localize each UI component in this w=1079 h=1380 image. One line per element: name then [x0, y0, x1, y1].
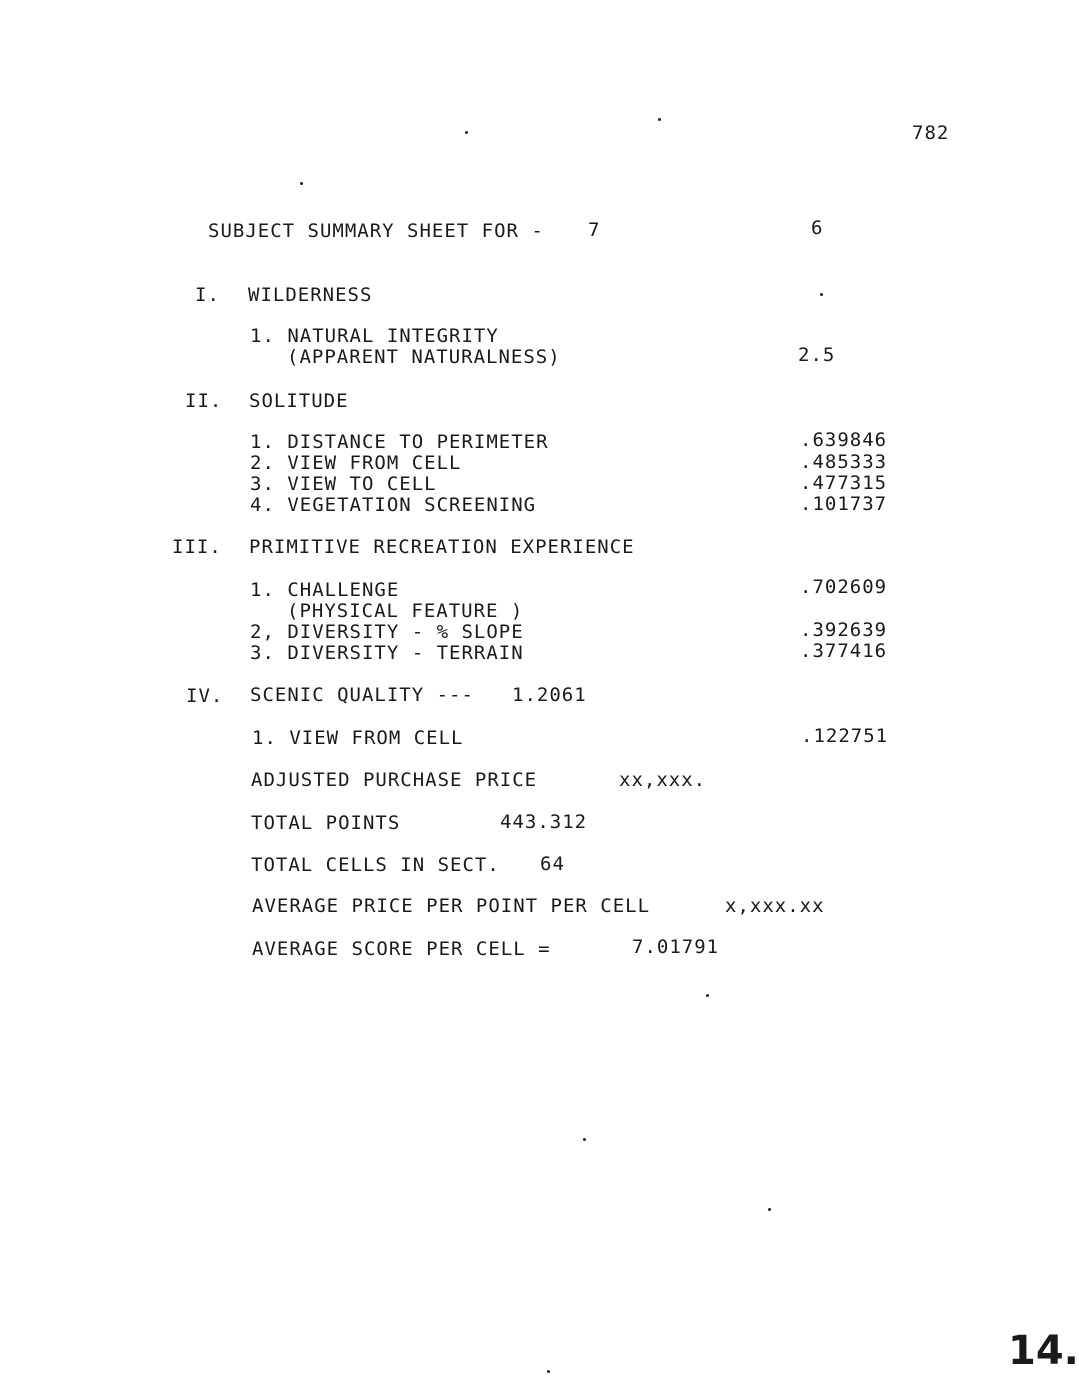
item-value: .377416: [800, 640, 888, 662]
scan-speck: [465, 131, 468, 134]
section-numeral-wilderness: I.: [195, 284, 220, 306]
avg-price-value: x,xxx.xx: [725, 895, 825, 917]
avg-score-label: AVERAGE SCORE PER CELL =: [252, 938, 551, 960]
item-label: 3. DIVERSITY - TERRAIN: [250, 642, 524, 664]
total-points-value: 443.312: [500, 811, 588, 833]
total-cells-value: 64: [540, 853, 565, 875]
item-label: 1. CHALLENGE: [250, 579, 400, 601]
section-heading-scenic: SCENIC QUALITY ---: [250, 684, 474, 706]
item-value: .639846: [800, 429, 888, 451]
item-value: .101737: [800, 493, 888, 515]
handwritten-page-mark: 14.: [1008, 1328, 1079, 1374]
section-heading-wilderness: WILDERNESS: [248, 284, 373, 306]
item-label: 1. DISTANCE TO PERIMETER: [250, 431, 549, 453]
adjusted-price-value: xx,xxx.: [619, 769, 707, 791]
item-value: .702609: [800, 576, 888, 598]
total-points-label: TOTAL POINTS: [251, 812, 401, 834]
scan-speck: [706, 994, 709, 997]
item-label: 3. VIEW TO CELL: [250, 473, 437, 495]
section-numeral-scenic: IV.: [186, 685, 224, 707]
item-label: 4. VEGETATION SCREENING: [250, 494, 537, 516]
scan-speck: [658, 118, 661, 121]
item-value: .392639: [800, 619, 888, 641]
subject-number: 7: [588, 219, 601, 241]
scan-speck: [768, 1208, 771, 1211]
subject-code: 6: [811, 217, 824, 239]
scan-speck: [583, 1138, 586, 1141]
item-value: 2.5: [798, 344, 836, 366]
avg-price-label: AVERAGE PRICE PER POINT PER CELL: [252, 895, 651, 917]
adjusted-price-label: ADJUSTED PURCHASE PRICE: [251, 769, 538, 791]
item-value: .477315: [800, 472, 888, 494]
item-value: .485333: [800, 451, 888, 473]
item-label: 2. VIEW FROM CELL: [250, 452, 462, 474]
section-numeral-solitude: II.: [185, 390, 223, 412]
item-label: 1. NATURAL INTEGRITY: [250, 325, 499, 347]
item-sublabel: (PHYSICAL FEATURE ): [287, 600, 524, 622]
sheet-title: SUBJECT SUMMARY SHEET FOR -: [208, 220, 544, 242]
total-cells-label: TOTAL CELLS IN SECT.: [251, 854, 500, 876]
scan-speck: [820, 293, 823, 296]
scan-speck: [547, 1370, 550, 1373]
section-heading-solitude: SOLITUDE: [249, 390, 349, 412]
scan-speck: [300, 182, 303, 185]
page-number: 782: [912, 122, 950, 144]
section-numeral-primitive: III.: [172, 536, 222, 558]
section-heading-primitive: PRIMITIVE RECREATION EXPERIENCE: [249, 536, 635, 558]
item-sublabel: (APPARENT NATURALNESS): [287, 346, 561, 368]
scenic-quality-value: 1.2061: [512, 684, 587, 706]
item-label: 1. VIEW FROM CELL: [252, 727, 464, 749]
item-value: .122751: [801, 725, 889, 747]
item-label: 2, DIVERSITY - % SLOPE: [250, 621, 524, 643]
avg-score-value: 7.01791: [632, 936, 720, 958]
